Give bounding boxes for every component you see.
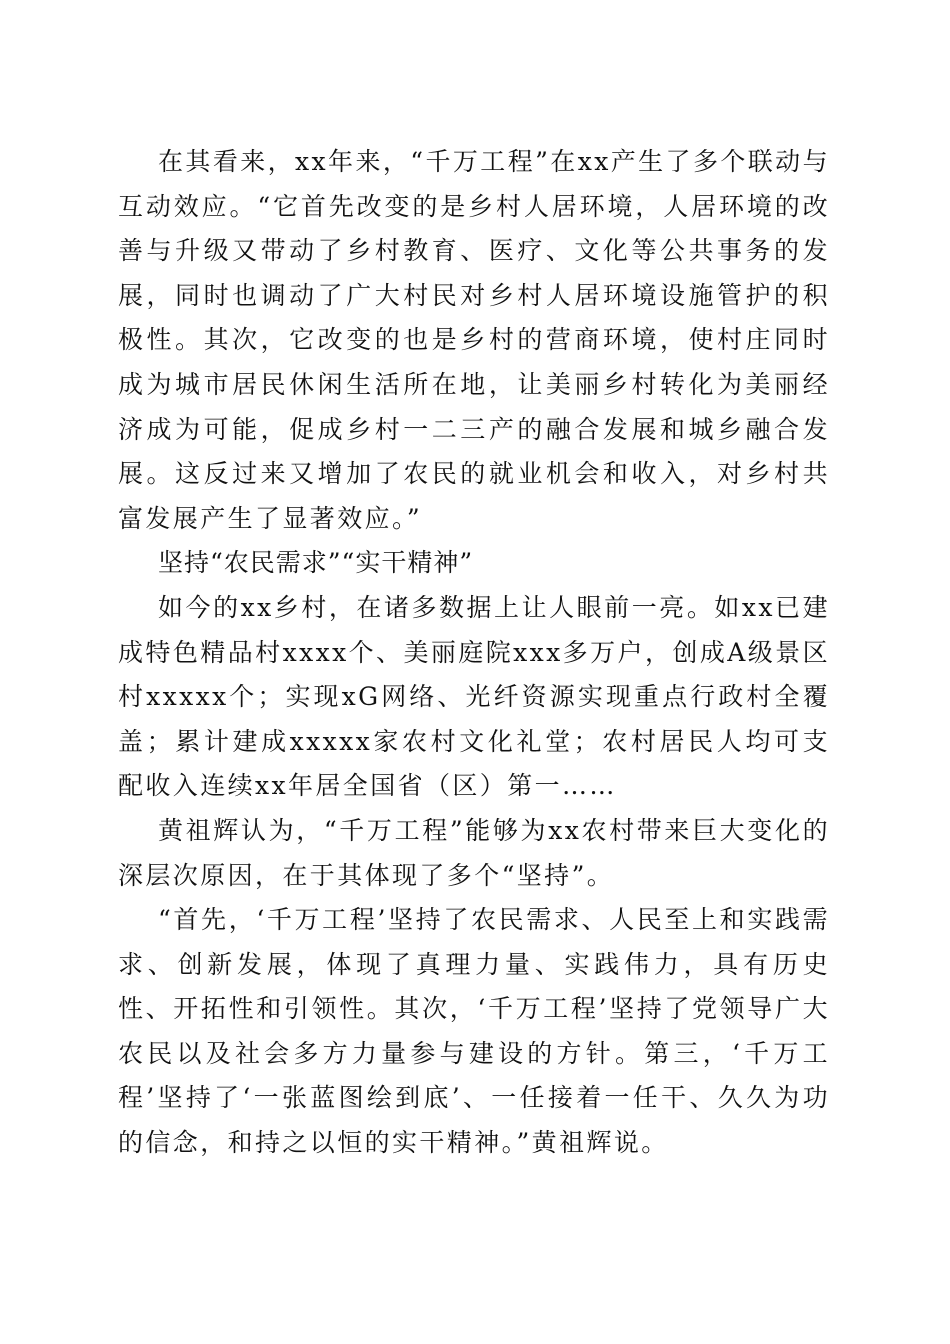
paragraph-3: 黄祖辉认为，“千万工程”能够为xx农村带来巨大变化的深层次原因，在于其体现了多个“坚持”。: [118, 815, 830, 890]
paragraph-4: “首先，‘千万工程’坚持了农民需求、人民至上和实践需求、创新发展，体现了真理力量、实践伟力，具有历史性、开拓性和引领性。其次，‘千万工程’坚持了党领导广大农民以及社会多方力量参与建设的方针。第三，‘千万工程’坚持了‘一张蓝图绘到底’、一任接着一任干、久久为功的信念，和持之以恒的实干精神。”黄祖辉说。: [118, 905, 830, 1158]
paragraph-1: 在其看来，xx年来，“千万工程”在xx产生了多个联动与互动效应。“它首先改变的是乡村人居环境，人居环境的改善与升级又带动了乡村教育、医疗、文化等公共事务的发展，同时也调动了广大村民对乡村人居环境设施管护的积极性。其次，它改变的也是乡村的营商环境，使村庄同时成为城市居民休闲生活所在地，让美丽乡村转化为美丽经济成为可能，促成乡村一二三产的融合发展和城乡融合发展。这反过来又增加了农民的就业机会和收入，对乡村共富发展产生了显著效应。”: [118, 147, 830, 533]
paragraph-2: 如今的xx乡村，在诸多数据上让人眼前一亮。如xx已建成特色精品村xxxx个、美丽庭院xxx多万户，创成A级景区村xxxxx个；实现xG网络、光纤资源实现重点行政村全覆盖；累计建成xxxxx家农村文化礼堂；农村居民人均可支配收入连续xx年居全国省（区）第一……: [118, 592, 830, 801]
section-heading: 坚持“农民需求”“实干精神”: [158, 548, 474, 578]
document-body: [118, 140, 830, 1166]
